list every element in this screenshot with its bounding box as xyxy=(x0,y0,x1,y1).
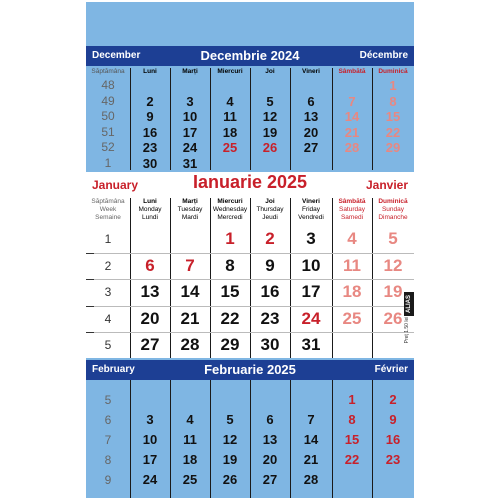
day-cell: 21 xyxy=(180,308,200,328)
header-line: Thursday xyxy=(256,206,284,213)
day-cell: 28 xyxy=(180,335,200,354)
day-cell: 27 xyxy=(262,472,278,487)
week-number: 6 xyxy=(104,413,112,427)
day-cell: 24 xyxy=(182,140,198,155)
day-cell: 19 xyxy=(383,282,403,301)
header-line: Saturday xyxy=(338,206,366,213)
december-panel xyxy=(86,2,414,172)
header-day-5 xyxy=(290,68,332,76)
day-cell: 16 xyxy=(142,124,158,140)
day-cell: 13 xyxy=(140,282,160,301)
header-day-4 xyxy=(250,68,290,76)
day-cell: 19 xyxy=(222,452,238,467)
header-day-2 xyxy=(170,68,210,76)
day-cell: 9 xyxy=(389,412,397,427)
day-cell: 8 xyxy=(348,412,356,427)
day-cell: 18 xyxy=(222,124,238,140)
day-cell: 29 xyxy=(220,335,240,354)
day-cell: 17 xyxy=(142,452,158,467)
week-number: 5 xyxy=(104,338,112,352)
day-cell: 11 xyxy=(223,109,237,124)
day-cell: 20 xyxy=(303,124,319,140)
day-cell: 3 xyxy=(146,412,154,427)
day-cell: 5 xyxy=(388,229,398,248)
header-day-6 xyxy=(332,68,372,76)
week-number: 1 xyxy=(104,232,112,246)
january-panel xyxy=(86,172,414,358)
day-cell: 23 xyxy=(142,140,158,155)
week-number: 52 xyxy=(101,140,115,154)
day-cell: 25 xyxy=(342,308,362,328)
day-cell: 23 xyxy=(260,308,280,328)
header-line: Joi xyxy=(265,68,275,75)
week-number: 50 xyxy=(101,109,115,123)
week-number: 48 xyxy=(101,78,115,92)
day-cell: 12 xyxy=(222,432,238,447)
header-line: Duminică xyxy=(378,68,408,75)
february-panel xyxy=(86,358,414,498)
december-label-en: December xyxy=(92,50,141,61)
day-cell: 6 xyxy=(266,412,274,427)
day-cell: 7 xyxy=(185,255,195,275)
february-label-en: February xyxy=(92,364,135,375)
header-week xyxy=(86,68,130,76)
day-cell: 9 xyxy=(265,255,275,275)
day-cell: 6 xyxy=(145,255,155,275)
brand-logo xyxy=(404,292,414,316)
header-line: Săptămâna xyxy=(91,68,125,75)
day-cell: 16 xyxy=(260,282,280,301)
calendar-sheet xyxy=(86,2,414,498)
day-cell: 30 xyxy=(260,335,280,354)
header-line: Lundi xyxy=(142,214,158,221)
day-cell: 14 xyxy=(180,282,200,301)
week-number: 2 xyxy=(104,258,112,273)
day-cell: 1 xyxy=(389,78,397,93)
february-label-fr: Février xyxy=(374,364,408,375)
week-number: 1 xyxy=(104,155,112,170)
february-title: Februarie 2025 xyxy=(204,362,296,377)
day-cell: 11 xyxy=(343,255,361,275)
december-top-band xyxy=(86,2,414,46)
header-day-1 xyxy=(130,68,170,76)
day-cell: 20 xyxy=(262,452,278,467)
day-cell: 2 xyxy=(265,229,275,248)
header-week xyxy=(86,198,130,222)
day-cell: 27 xyxy=(303,140,319,155)
header-line: Sunday xyxy=(381,206,405,213)
header-line: Wednesday xyxy=(212,206,248,213)
day-cell: 4 xyxy=(347,229,357,248)
december-title: Decembrie 2024 xyxy=(200,48,300,63)
day-cell: 4 xyxy=(226,93,234,109)
day-cell: 5 xyxy=(226,412,234,427)
day-cell: 9 xyxy=(146,109,154,124)
february-title-bar xyxy=(86,360,414,380)
header-line: Semaine xyxy=(95,214,121,221)
day-cell: 31 xyxy=(301,335,321,354)
day-cell: 6 xyxy=(307,93,315,109)
january-label-en: January xyxy=(92,178,139,192)
header-line: Mercredi xyxy=(217,214,243,221)
day-cell: 13 xyxy=(262,432,278,447)
day-cell: 15 xyxy=(385,109,401,124)
day-cell: 22 xyxy=(220,308,240,328)
header-line: Jeudi xyxy=(262,214,278,221)
day-cell: 26 xyxy=(383,308,403,328)
day-cell: 2 xyxy=(389,392,397,407)
header-line: Dimanche xyxy=(378,214,408,221)
day-cell: 24 xyxy=(301,308,321,328)
week-number: 5 xyxy=(104,393,112,407)
day-cell: 2 xyxy=(146,93,154,109)
header-line: Samedi xyxy=(340,214,364,221)
day-cell: 3 xyxy=(306,229,316,248)
header-line: Miercuri xyxy=(217,68,243,75)
header-line: Mardi xyxy=(181,214,199,221)
day-cell: 16 xyxy=(385,432,401,447)
week-number: 4 xyxy=(104,311,112,326)
day-cell: 25 xyxy=(182,472,198,487)
day-cell: 27 xyxy=(140,335,160,354)
day-cell: 11 xyxy=(183,432,197,447)
day-cell: 8 xyxy=(389,93,397,109)
day-cell: 22 xyxy=(344,452,360,467)
header-line: Vendredi xyxy=(298,214,324,221)
week-number: 49 xyxy=(101,93,115,108)
day-cell: 30 xyxy=(142,155,158,171)
header-line: Duminică xyxy=(378,198,408,205)
header-line: Luni xyxy=(143,198,157,205)
header-line: Monday xyxy=(138,206,162,213)
day-cell: 5 xyxy=(266,93,274,109)
day-cell: 14 xyxy=(303,432,319,447)
day-cell: 17 xyxy=(301,282,321,301)
day-cell: 22 xyxy=(385,124,401,140)
header-line: Miercuri xyxy=(217,198,243,205)
day-cell: 17 xyxy=(182,124,198,140)
day-cell: 18 xyxy=(342,282,362,301)
day-cell: 19 xyxy=(262,124,278,140)
week-number: 8 xyxy=(104,453,112,467)
header-day-6 xyxy=(332,198,372,222)
cut-mark xyxy=(86,306,94,307)
header-line: Sâmbătă xyxy=(338,68,366,75)
day-cell: 10 xyxy=(301,255,321,275)
day-cell: 3 xyxy=(186,93,194,109)
header-line: Tuesday xyxy=(177,206,203,213)
header-day-3 xyxy=(210,198,250,222)
day-cell: 21 xyxy=(303,452,319,467)
header-line: Marți xyxy=(182,68,198,75)
cut-mark xyxy=(86,279,94,280)
day-cell: 15 xyxy=(220,282,240,301)
header-day-4 xyxy=(250,198,290,222)
day-cell: 4 xyxy=(186,412,194,427)
day-cell: 20 xyxy=(140,308,160,328)
header-line: Luni xyxy=(143,68,157,75)
day-cell: 29 xyxy=(385,140,401,155)
day-cell: 23 xyxy=(385,452,401,467)
day-cell: 1 xyxy=(348,392,356,407)
day-cell: 8 xyxy=(225,255,235,275)
january-title: Ianuarie 2025 xyxy=(192,172,308,192)
day-cell: 13 xyxy=(303,109,319,124)
week-number: 9 xyxy=(104,473,112,487)
day-cell: 1 xyxy=(225,229,235,248)
header-line: Marți xyxy=(182,198,198,205)
day-cell: 25 xyxy=(222,140,238,155)
day-cell: 31 xyxy=(182,155,198,171)
day-cell: 24 xyxy=(142,472,158,487)
cut-mark xyxy=(86,332,94,333)
header-day-2 xyxy=(170,198,210,222)
header-line: Săptămâna xyxy=(91,198,125,205)
day-cell: 28 xyxy=(303,472,319,487)
day-cell: 7 xyxy=(307,412,315,427)
day-cell: 14 xyxy=(344,109,360,124)
header-day-5 xyxy=(290,198,332,222)
day-cell: 21 xyxy=(344,124,360,140)
week-number: 3 xyxy=(104,285,112,299)
day-cell: 12 xyxy=(262,109,278,124)
header-day-3 xyxy=(210,68,250,76)
day-cell: 15 xyxy=(344,432,360,447)
week-number: 7 xyxy=(104,433,112,447)
header-line: Sâmbătă xyxy=(338,198,366,205)
january-title-row xyxy=(86,172,414,196)
cut-mark xyxy=(86,253,94,254)
december-label-fr: Décembre xyxy=(359,50,408,61)
header-line: Vineri xyxy=(302,68,320,75)
header-day-1 xyxy=(130,198,170,222)
day-cell: 7 xyxy=(348,93,356,109)
january-label-fr: Janvier xyxy=(365,178,408,192)
day-cell: 28 xyxy=(344,140,360,155)
day-cell: 26 xyxy=(222,472,238,487)
header-line: Week xyxy=(99,206,117,213)
price-text: Preț 1.50 lei xyxy=(404,316,410,344)
header-line: Joi xyxy=(265,198,275,205)
week-number: 51 xyxy=(101,124,115,139)
day-cell: 18 xyxy=(182,452,198,467)
header-line: Vineri xyxy=(302,198,320,205)
december-title-bar xyxy=(86,46,414,66)
day-cell: 10 xyxy=(142,432,158,447)
day-cell: 12 xyxy=(383,255,403,275)
day-cell: 10 xyxy=(182,109,198,124)
header-day-7 xyxy=(372,68,414,76)
header-line: Friday xyxy=(301,206,321,213)
header-day-7 xyxy=(372,198,414,222)
day-cell: 26 xyxy=(262,140,278,155)
brand-text: ALIAS xyxy=(404,292,414,316)
